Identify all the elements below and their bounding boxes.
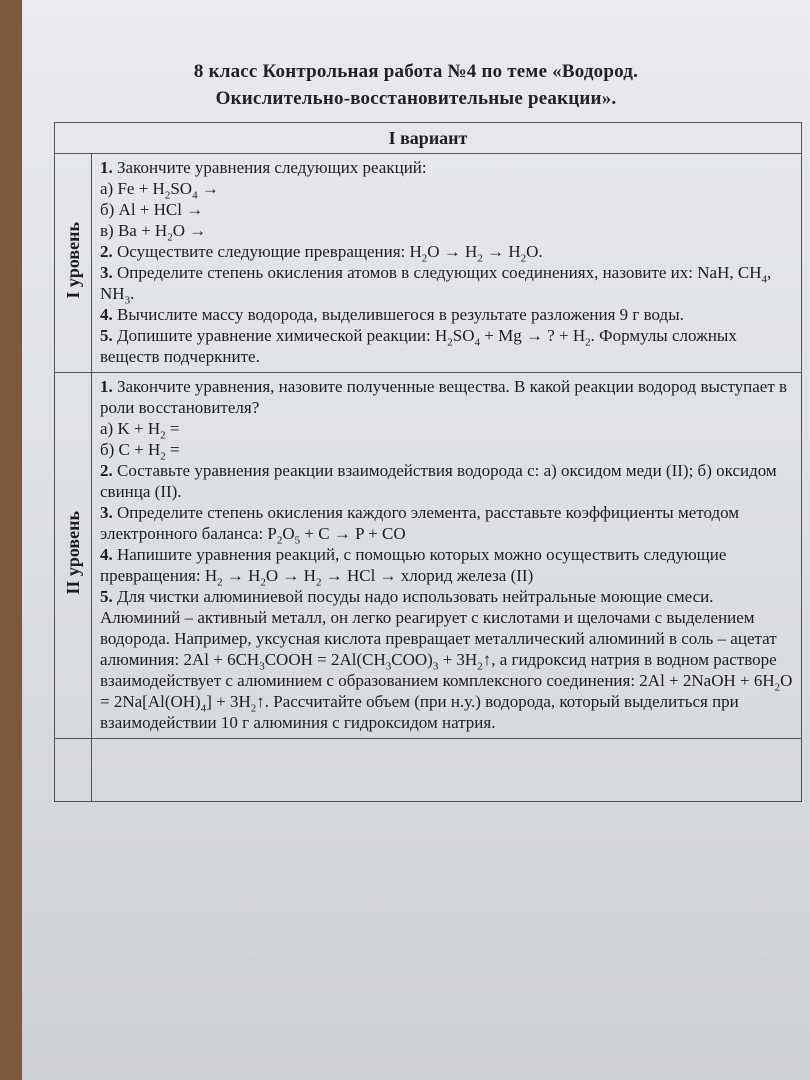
task-item bbox=[100, 241, 795, 265]
task-item bbox=[100, 418, 795, 442]
task-number: 1. bbox=[100, 377, 113, 396]
task-text: б) Al + HCl → bbox=[100, 200, 204, 219]
task-item bbox=[100, 304, 795, 325]
variant-header: I вариант bbox=[55, 123, 802, 154]
task-item bbox=[100, 544, 795, 589]
level-1-label: I уровень bbox=[62, 222, 83, 299]
task-text: в) $Ba + H_2O$ → bbox=[100, 221, 207, 244]
task-number: 2. bbox=[100, 461, 113, 480]
task-number: 1. bbox=[100, 158, 113, 177]
task-number: 2. bbox=[100, 242, 113, 261]
variant-row bbox=[55, 123, 802, 154]
task-text: а) $K + H_2$ = bbox=[100, 419, 180, 442]
task-item bbox=[100, 325, 795, 367]
level-2-label: II уровень bbox=[62, 511, 83, 595]
task-number: 5. bbox=[100, 326, 113, 345]
task-item bbox=[100, 376, 795, 418]
empty-task-cell bbox=[92, 739, 802, 802]
task-text: а) $Fe + H_2SO_4$ → bbox=[100, 179, 219, 202]
level-1-row bbox=[55, 154, 802, 373]
level-2-row bbox=[55, 373, 802, 739]
task-text: Закончите уравнения следующих реакций: bbox=[117, 158, 427, 177]
task-item bbox=[100, 262, 795, 307]
title-line-1: 8 класс Контрольная работа №4 по теме «Водород. bbox=[193, 61, 639, 82]
task-item bbox=[100, 199, 795, 220]
level-2-tasks bbox=[92, 373, 802, 739]
task-text: Вычислите массу водорода, выделившегося в результате разложения 9 г воды. bbox=[117, 305, 684, 324]
test-table bbox=[54, 122, 802, 802]
document-title bbox=[22, 58, 810, 112]
level-1-tasks bbox=[92, 154, 802, 373]
task-item bbox=[100, 157, 795, 178]
task-text: Допишите уравнение химической реакции: $H_2SO_4 + Mg$ → ? + $H_2$. Формулы сложных веществ подчеркните. bbox=[100, 326, 737, 366]
level-2-label-cell bbox=[55, 373, 92, 739]
task-number: 3. bbox=[100, 503, 113, 522]
title-line-2: Окислительно-восстановительные реакции». bbox=[215, 88, 617, 109]
task-text: Осуществите следующие превращения: $H_2O \to H_2 \to H_2O$. bbox=[117, 242, 543, 265]
task-number: 4. bbox=[100, 305, 113, 324]
task-text: Определите степень окисления атомов в следующих соединениях, назовите их: NaH, $CH_4$, $NH_3$. bbox=[100, 263, 772, 307]
task-text: Для чистки алюминиевой посуды надо использовать нейтральные моющие смеси. Алюминий – активный металл, он легко реагирует с кислотами и щелочами с выделением водорода. Например, уксусная кислота превращает металлический алюминий в соль – ацетат алюминия: $2Al + 6CH_3COOH = 2Al(CH_3COO)_3$ + $3H_2↑$, а гидроксид натрия в водном растворе взаимодействует с алюминием с образованием комплексного соединения: 2Al + 2NaOH + $6H_2O = 2Na[Al(OH)_4]$ + $3H_2↑$. Рассчитайте объем (при н.у.) водорода, который выделиться при взаимодействии 10 г алюминия с гидроксидом натрия. bbox=[100, 587, 793, 732]
task-text: Напишите уравнения реакций, с помощью которых можно осуществить следующие превращения: $H_2 \to H_2O \to H_2$ → HCl → хлорид железа (II) bbox=[100, 545, 727, 589]
task-text: б) $C + H_2$ = bbox=[100, 440, 180, 463]
task-number: 4. bbox=[100, 545, 113, 564]
task-number: 5. bbox=[100, 587, 113, 606]
task-item bbox=[100, 178, 795, 202]
task-item bbox=[100, 460, 795, 502]
empty-row bbox=[55, 739, 802, 802]
task-item bbox=[100, 502, 795, 547]
task-text: Закончите уравнения, назовите полученные вещества. В какой реакции водород выступает в роли восстановителя? bbox=[100, 377, 788, 417]
paper-sheet bbox=[22, 0, 810, 1080]
empty-label-cell bbox=[55, 739, 92, 802]
level-1-label-cell bbox=[55, 154, 92, 373]
task-item bbox=[100, 220, 795, 244]
task-number: 3. bbox=[100, 263, 113, 282]
task-text: Составьте уравнения реакции взаимодействия водорода с: а) оксидом меди (II); б) оксидом свинца (II). bbox=[100, 461, 777, 501]
task-text: Определите степень окисления каждого элемента, расставьте коэффициенты методом электронного баланса: $P_2O_5 + C \to P$ + CO bbox=[100, 503, 740, 547]
task-item bbox=[100, 439, 795, 463]
task-item bbox=[100, 586, 795, 733]
